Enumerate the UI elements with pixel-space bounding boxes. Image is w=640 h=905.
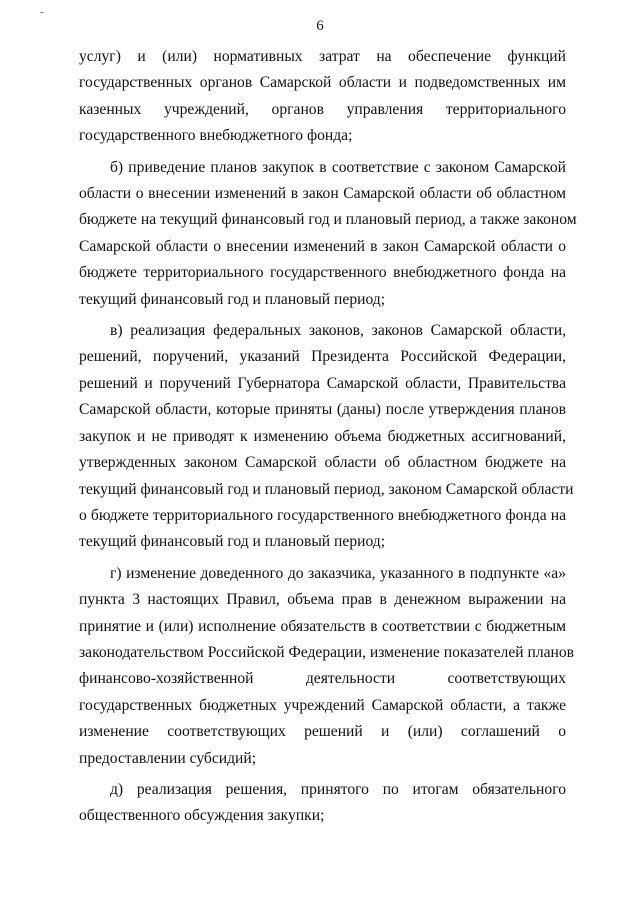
text-line: области о внесении изменений в закон Самарской области об областном [79,185,566,203]
text-line: финансово-хозяйственной деятельности соответствующих [79,670,566,688]
text-line: принятие и (или) исполнение обязательств в соответствии с бюджетным [79,617,566,635]
text-line: закупок и не приводят к изменению объема бюджетных ассигнований, [79,427,566,445]
text-line: текущий финансовый год и плановый период; [79,533,386,551]
text-line: общественного обсуждения закупки; [79,807,325,825]
text-line: бюджете на текущий финансовый год и плановый период, а также законом [79,211,577,229]
text-line: г) изменение доведенного до заказчика, указанного в подпункте «а» [110,564,566,582]
text-line: решений, поручений, указаний Президента Российской Федерации, [79,348,566,366]
text-line: государственных бюджетных учреждений Самарской области, а также [79,696,566,714]
paragraph-v [79,318,574,556]
text-line: б) приведение планов закупок в соответствие с законом Самарской [110,158,566,176]
text-line: предоставлении субсидий; [79,749,257,767]
page-number: 6 [316,18,324,34]
text-line: изменение соответствующих решений и (или) соглашений о [79,723,566,741]
paragraph-b [79,155,577,313]
text-line: д) реализация решения, принятого по итогам обязательного [110,780,566,798]
text-line: государственного внебюджетного фонда; [79,127,353,145]
paragraph-g [79,561,575,772]
text-line: о бюджете территориального государственного внебюджетного фонда на [79,506,566,524]
text-line: решений и поручений Губернатора Самарской области, Правительства [79,374,566,392]
text-line: утвержденных законом Самарской области об областном бюджете на [79,454,566,472]
paragraph-d [79,777,566,830]
text-line: Самарской области о внесении изменений в закон Самарской области о [79,237,566,255]
text-line: Самарской области, которые приняты (даны) после утверждения планов [79,401,566,419]
text-line: услуг) и (или) нормативных затрат на обеспечение функций [79,48,566,65]
text-line: бюджете территориального государственного внебюджетного фонда на [79,264,566,282]
corner-mark: - [40,6,44,18]
text-line: государственных органов Самарской области и подведомственных им [79,74,566,92]
text-line: законодательством Российской Федерации, изменение показателей планов [79,643,575,661]
text-line: текущий финансовый год и плановый период, законом Самарской области [79,480,574,498]
text-line: пункта 3 настоящих Правил, объема прав в денежном выражении на [79,591,566,609]
text-line: в) реализация федеральных законов, законов Самарской области, [110,322,566,340]
document-body [79,44,577,830]
text-line: текущий финансовый год и плановый период; [79,290,386,308]
text-line: казенных учреждений, органов управления территориального [79,100,566,118]
paragraph-continuation [79,44,566,150]
